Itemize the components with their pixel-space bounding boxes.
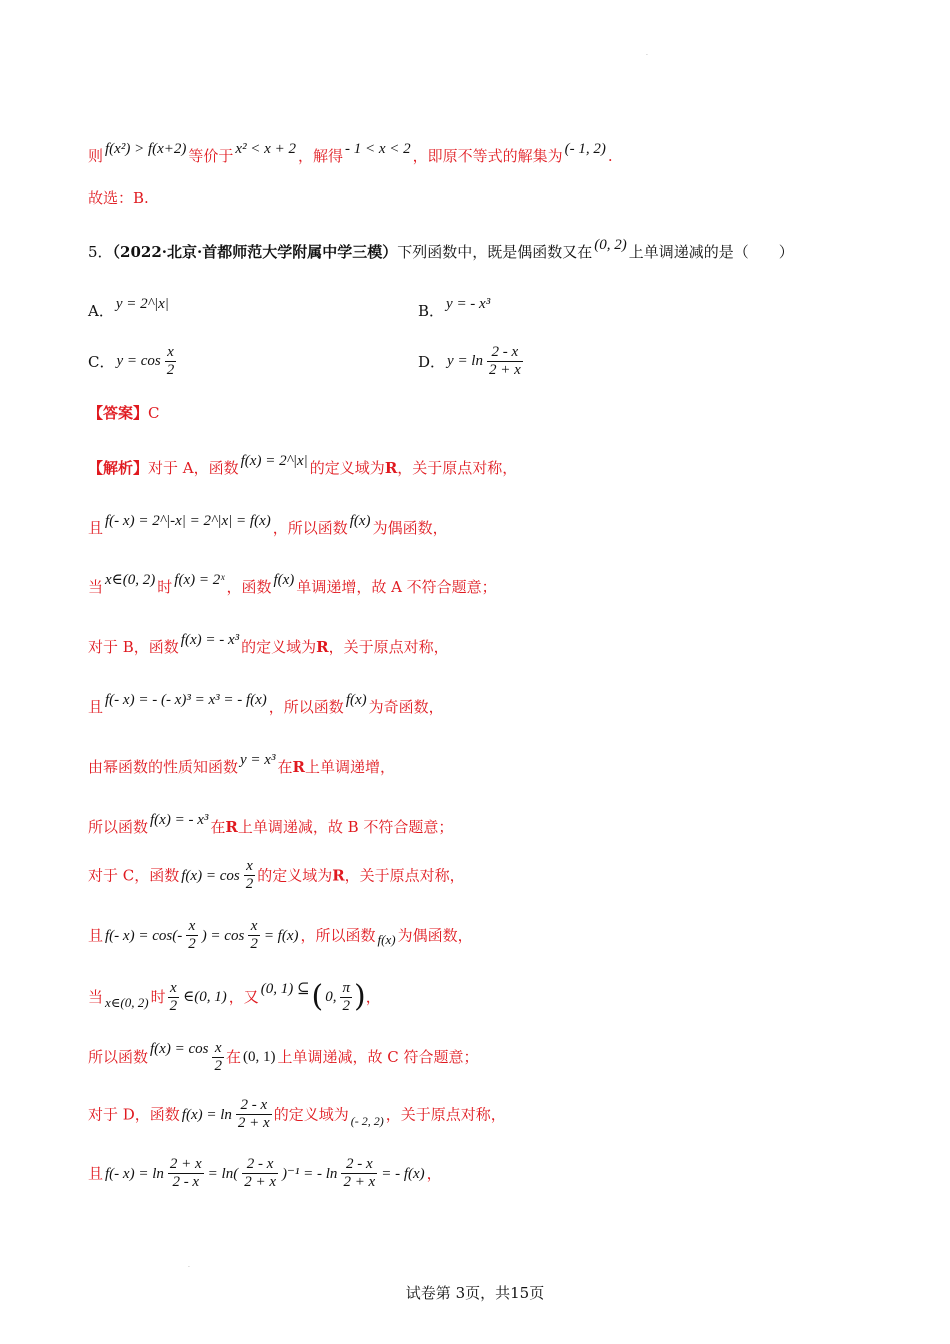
line-then: 则 f(x²) > f(x+2) 等价于 x² < x + 2 ，解得 - 1 < x < 2 ，即原不等式的解集为 (- 1, 2) . (88, 138, 613, 167)
math-range: - 1 < x < 2 (344, 141, 411, 157)
analysis-line-3: 当 x∈(0, 2) 时 f(x) = 2ˣ ，函数 f(x) 单调递增，故 A 不符合题意； (88, 572, 497, 596)
scan-dot: . (188, 1262, 190, 1269)
fraction: $\frac{x}{2}$ (214, 1039, 222, 1074)
analysis-line-4: 对于 B，函数 f(x) = - x³ 的定义域为R，关于原点对称， (88, 632, 449, 656)
fraction: $\frac{2 - x}{2 + x}$ (488, 344, 521, 378)
question-5: 5．（2022·北京·首都师范大学附属中学三模）下列函数中，既是偶函数又在 (0, 2) 上单调递减的是（ ） (88, 234, 794, 263)
analysis-line-8: 对于 C，函数 f(x) = cos $\frac{x}{2}$ 的定义域为R，关于原点对称， (88, 858, 465, 892)
analysis-line-6: 由幂函数的性质知函数 y = x³ 在R上单调递增， (88, 752, 395, 776)
bracket-right: ) (354, 979, 366, 1014)
fraction: $\frac{x}{2}$ (250, 918, 258, 952)
fraction: $\frac{2 - x}{2 + x}$ (244, 1156, 276, 1190)
fraction: $\frac{2 + x}{2 - x}$ (169, 1156, 202, 1190)
page-footer: 试卷第 3页，共15页 (405, 1284, 545, 1302)
option-a: A． y = 2^|x| (88, 296, 169, 320)
analysis-line-11: 所以函数 f(x) = cos $\frac{x}{2}$ 在 (0, 1) 上单调递减，故 C 符合题意； (88, 1039, 479, 1074)
fraction: $\frac{x}{2}$ (169, 979, 178, 1014)
line-choose: 故选：B. (88, 189, 149, 207)
answer-value: C (148, 404, 160, 422)
analysis-line-2: 且 f(- x) = 2^|-x| = 2^|x| = f(x) ，所以函数 f(x) 为偶函数， (88, 513, 448, 537)
analysis-line-7: 所以函数 f(x) = - x³ 在R上单调递减，故 B 不符合题意； (88, 812, 454, 836)
option-b: B． y = - x³ (418, 296, 491, 320)
fraction: $\frac{x}{2}$ (166, 344, 175, 378)
bracket-left: ( (311, 979, 324, 1014)
option-d: D． y = ln $\frac{2 - x}{2 + x}$ (418, 344, 521, 378)
fraction: $\frac{x}{2}$ (245, 858, 254, 892)
analysis-line-13: 且 f(- x) = ln $\frac{2 + x}{2 - x}$ = ln( $\frac{2 - x}{2 + x}$ )⁻¹ = - ln $\frac{2 - x}{2 + x}$ = - f(x) ， (88, 1156, 442, 1190)
option-c: C． y = cos $\frac{x}{2}$ (88, 344, 175, 378)
math-inequality-2: x² < x + 2 (235, 141, 296, 157)
answer-tag: 【答案】 (88, 404, 149, 422)
scan-dot: . (646, 50, 648, 57)
question-text: 下列函数中，既是偶函数又在 (397, 243, 593, 261)
analysis-tag: 【解析】 (88, 459, 149, 477)
analysis-line-10: 当 x∈(0, 2) 时 $\frac{x}{2}$ ∈(0, 1) ，又 (0, 1) ⊆( 0, $\frac{\pi}{2}$ )， (88, 979, 381, 1014)
analysis-line-12: 对于 D，函数 f(x) = ln $\frac{2 - x}{2 + x}$ 的定义域为 (- 2, 2) ，关于原点对称， (88, 1097, 506, 1131)
fraction: $\frac{\pi}{2}$ (342, 979, 350, 1014)
analysis-line-5: 且 f(- x) = - (- x)³ = x³ = - f(x) ，所以函数 f(x) 为奇函数， (88, 692, 444, 716)
fraction: $\frac{x}{2}$ (188, 918, 196, 952)
question-number: 5． (88, 243, 113, 261)
fraction: $\frac{2 - x}{2 + x}$ (237, 1097, 270, 1131)
analysis-line-9: 且 f(- x) = cos(- $\frac{x}{2}$ ) = cos $\frac{x}{2}$ = f(x) ，所以函数 f(x) 为偶函数， (88, 918, 473, 952)
analysis-line-1: 【解析】对于 A，函数 f(x) = 2^|x| 的定义域为R，关于原点对称， (88, 453, 518, 477)
question-source: （2022·北京·首都师范大学附属中学三模） (112, 243, 398, 261)
math-inequality: f(x²) > f(x+2) (105, 141, 187, 157)
answer-line (88, 402, 160, 424)
fraction: $\frac{2 - x}{2 + x}$ (343, 1156, 376, 1190)
math-solution-set: (- 1, 2) (564, 141, 606, 157)
math-interval: (0, 2) (594, 237, 627, 253)
